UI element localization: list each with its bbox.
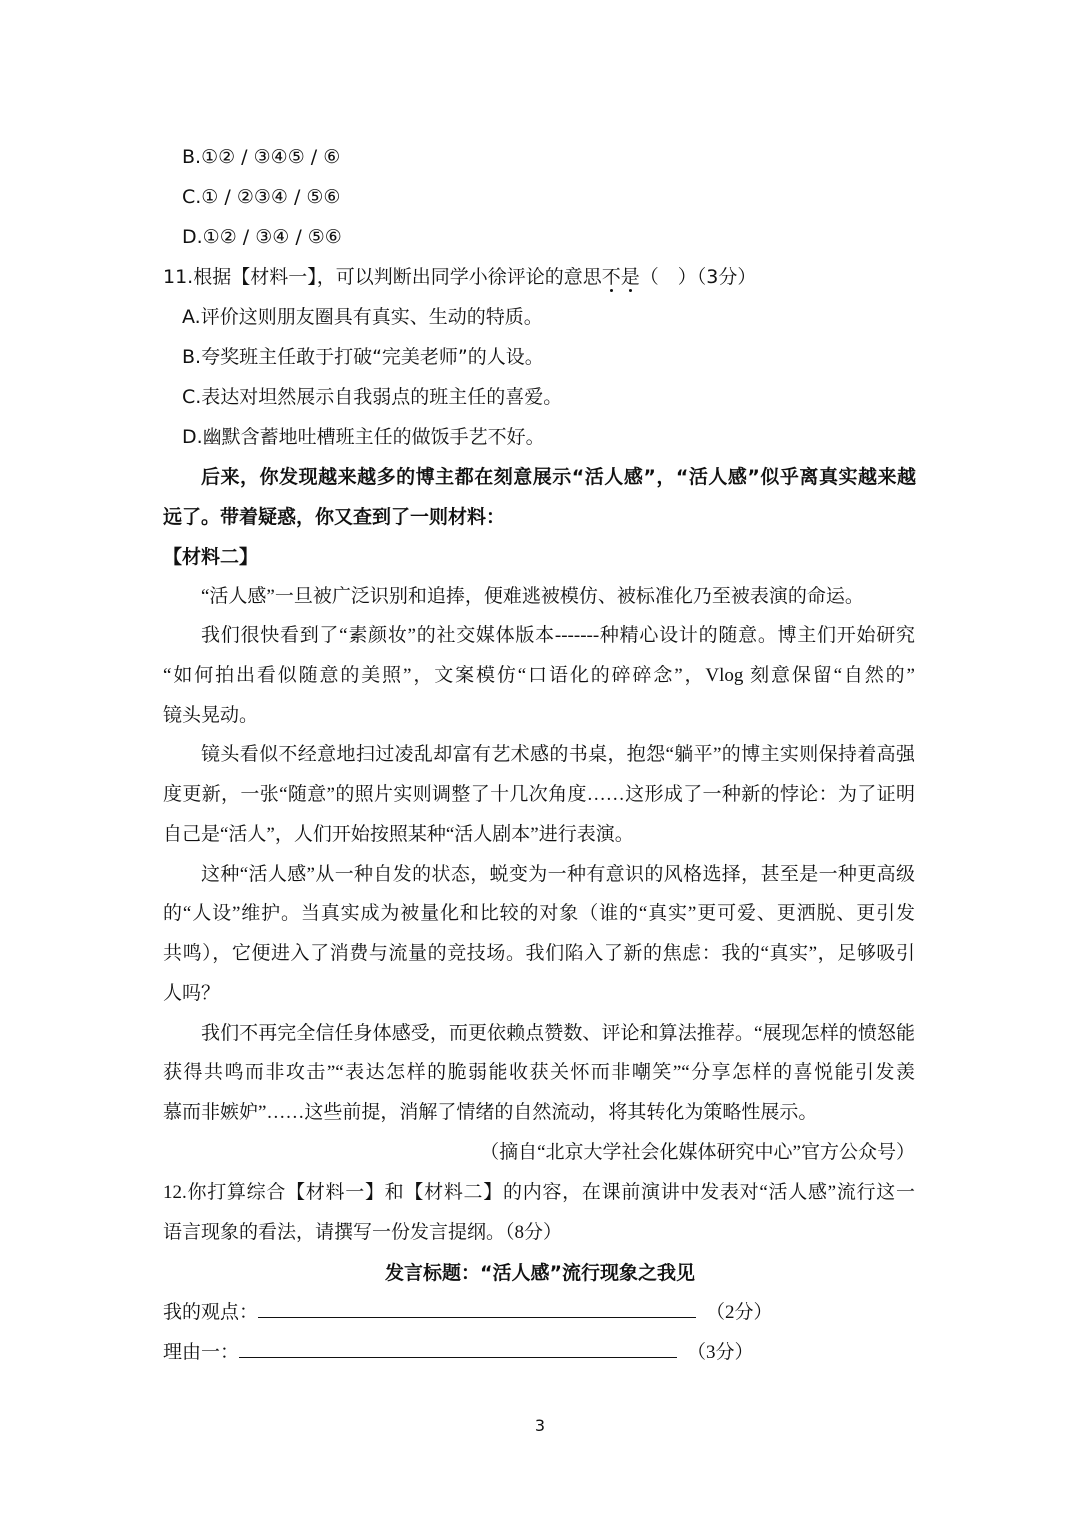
q11-option-b: B.夸奖班主任敢于打破“完美老师”的人设。 — [182, 346, 544, 368]
page-number: 3 — [534, 1416, 546, 1435]
reason1-answer-line[interactable] — [239, 1339, 677, 1358]
material2-line: 获得共鸣而非攻击”“表达怎样的脆弱能收获关怀而非嘲笑”“分享怎样的喜悦能引发羡 — [163, 1062, 915, 1083]
q12-stem: 12.你打算综合【材料一】和【材料二】的内容，在课前演讲中发表对“活人感”流行这一 — [163, 1182, 915, 1203]
speech-title: 发言标题：“活人感”流行现象之我见 — [385, 1262, 695, 1284]
material2-line: “活人感”一旦被广泛识别和追捧，便难逃被模仿、被标准化乃至被表演的命运。 — [201, 586, 864, 607]
q11-option-d: D.幽默含蓄地吐槽班主任的做饭手艺不好。 — [182, 426, 545, 448]
material2-line: 慕而非嫉妒”……这些前提，消解了情绪的自然流动，将其转化为策略性展示。 — [163, 1102, 818, 1123]
q10-option-c: C.① / ②③④ / ⑤⑥ — [182, 186, 341, 208]
material2-heading: 【材料二】 — [163, 546, 259, 568]
material2-line: 镜头晃动。 — [163, 705, 259, 726]
q11-option-c: C.表达对坦然展示自我弱点的班主任的喜爱。 — [182, 386, 563, 408]
q10-option-d: D.①② / ③④ / ⑤⑥ — [182, 226, 342, 248]
intro-line: 远了。带着疑惑，你又查到了一则材料： — [163, 506, 506, 528]
material2-line: 我们很快看到了“素颜妆”的社交媒体版本-------种精心设计的随意。博主们开始研究 — [201, 625, 915, 646]
viewpoint-answer-line[interactable] — [258, 1299, 696, 1318]
material2-line: 这种“活人感”从一种自发的状态，蜕变为一种有意识的风格选择，甚至是一种更高级 — [201, 864, 915, 885]
q11-stem — [163, 262, 756, 292]
material2-source: （摘自“北京大学社会化媒体研究中心”官方公众号） — [480, 1142, 915, 1163]
viewpoint-label: 我的观点： — [163, 1302, 259, 1323]
material2-line: 自己是“活人”，人们开始按照某种“活人剧本”进行表演。 — [163, 824, 634, 845]
material2-line: 的“人设”维护。当真实成为被量化和比较的对象（谁的“真实”更可爱、更洒脱、更引发 — [163, 903, 915, 924]
material2-line: “如何拍出看似随意的美照”，文案模仿“口语化的碎碎念”，Vlog 刻意保留“自然的” — [163, 665, 915, 686]
viewpoint-row — [163, 1298, 773, 1328]
material2-line: 镜头看似不经意地扫过凌乱却富有艺术感的书桌，抱怨“躺平”的博主实则保持着高强 — [201, 744, 915, 765]
reason1-row — [163, 1338, 754, 1368]
q10-option-b: B.①② / ③④⑤ / ⑥ — [182, 146, 341, 168]
q11-emphasis-char: 不 — [601, 266, 621, 288]
q12-stem: 语言现象的看法，请撰写一份发言提纲。（8分） — [163, 1222, 563, 1243]
q11-emphasis-char: 是 — [620, 266, 640, 288]
material2-line: 人吗？ — [163, 983, 221, 1004]
material2-line: 共鸣），它便进入了消费与流量的竞技场。我们陷入了新的焦虑：我的“真实”，足够吸引 — [163, 943, 915, 964]
reason1-score: （3分） — [687, 1342, 754, 1363]
intro-line: 后来，你发现越来越多的博主都在刻意展示“活人感”，“活人感”似乎离真实越来越 — [201, 466, 916, 488]
q11-stem-text: 11.根据【材料一】，可以判断出同学小徐评论的意思 — [163, 266, 602, 288]
q11-answer-bracket: （ ）（3分） — [639, 266, 757, 288]
reason1-label: 理由一： — [163, 1342, 240, 1363]
material2-line: 度更新，一张“随意”的照片实则调整了十几次角度……这形成了一种新的悖论：为了证明 — [163, 784, 915, 805]
q11-option-a: A.评价这则朋友圈具有真实、生动的特质。 — [182, 306, 543, 328]
viewpoint-score: （2分） — [706, 1302, 773, 1323]
material2-line: 我们不再完全信任身体感受，而更依赖点赞数、评论和算法推荐。“展现怎样的愤怒能 — [201, 1023, 915, 1044]
